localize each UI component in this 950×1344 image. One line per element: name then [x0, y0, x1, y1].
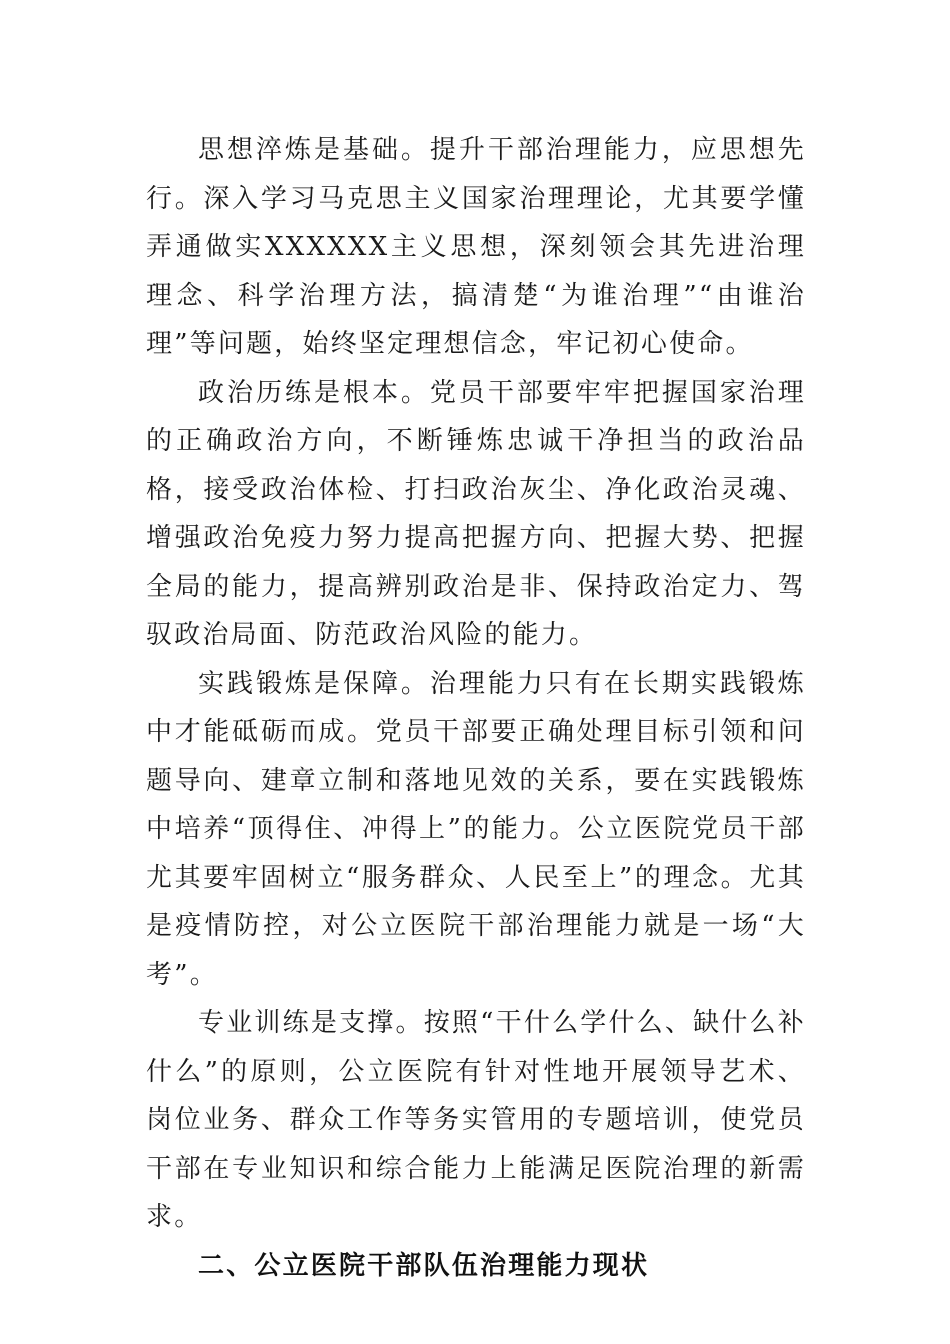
document-body: [146, 126, 806, 1290]
paragraph-thought-training: 思想淬炼是基础。提升干部治理能力，应思想先行。深入学习马克思主义国家治理理论，尤其要学懂弄通做实XXXXXX主义思想，深刻领会其先进治理理念、科学治理方法，搞清楚“为谁治理”“由谁治理”等问题，始终坚定理想信念，牢记初心使命。: [146, 135, 806, 359]
paragraph-political-training: 政治历练是根本。党员干部要牢牢把握国家治理的正确政治方向，不断锤炼忠诚干净担当的政治品格，接受政治体检、打扫政治灰尘、净化政治灵魂、增强政治免疫力努力提高把握方向、把握大势、把握全局的能力，提高辨别政治是非、保持政治定力、驾驭政治局面、防范政治风险的能力。: [146, 377, 806, 650]
section-heading: 二、公立医院干部队伍治理能力现状: [198, 1250, 650, 1281]
paragraph-professional-training: 专业训练是支撑。按照“干什么学什么、缺什么补什么”的原则，公立医院有针对性地开展领导艺术、岗位业务、群众工作等务实管用的专题培训，使党员干部在专业知识和综合能力上能满足医院治理的新需求。: [146, 1008, 806, 1232]
paragraph-practice-training: 实践锻炼是保障。治理能力只有在长期实践锻炼中才能砥砺而成。党员干部要正确处理目标引领和问题导向、建章立制和落地见效的关系，要在实践锻炼中培养“顶得住、冲得上”的能力。公立医院党员干部尤其要牢固树立“服务群众、人民至上”的理念。尤其是疫情防控，对公立医院干部治理能力就是一场“大考”。: [146, 668, 806, 990]
